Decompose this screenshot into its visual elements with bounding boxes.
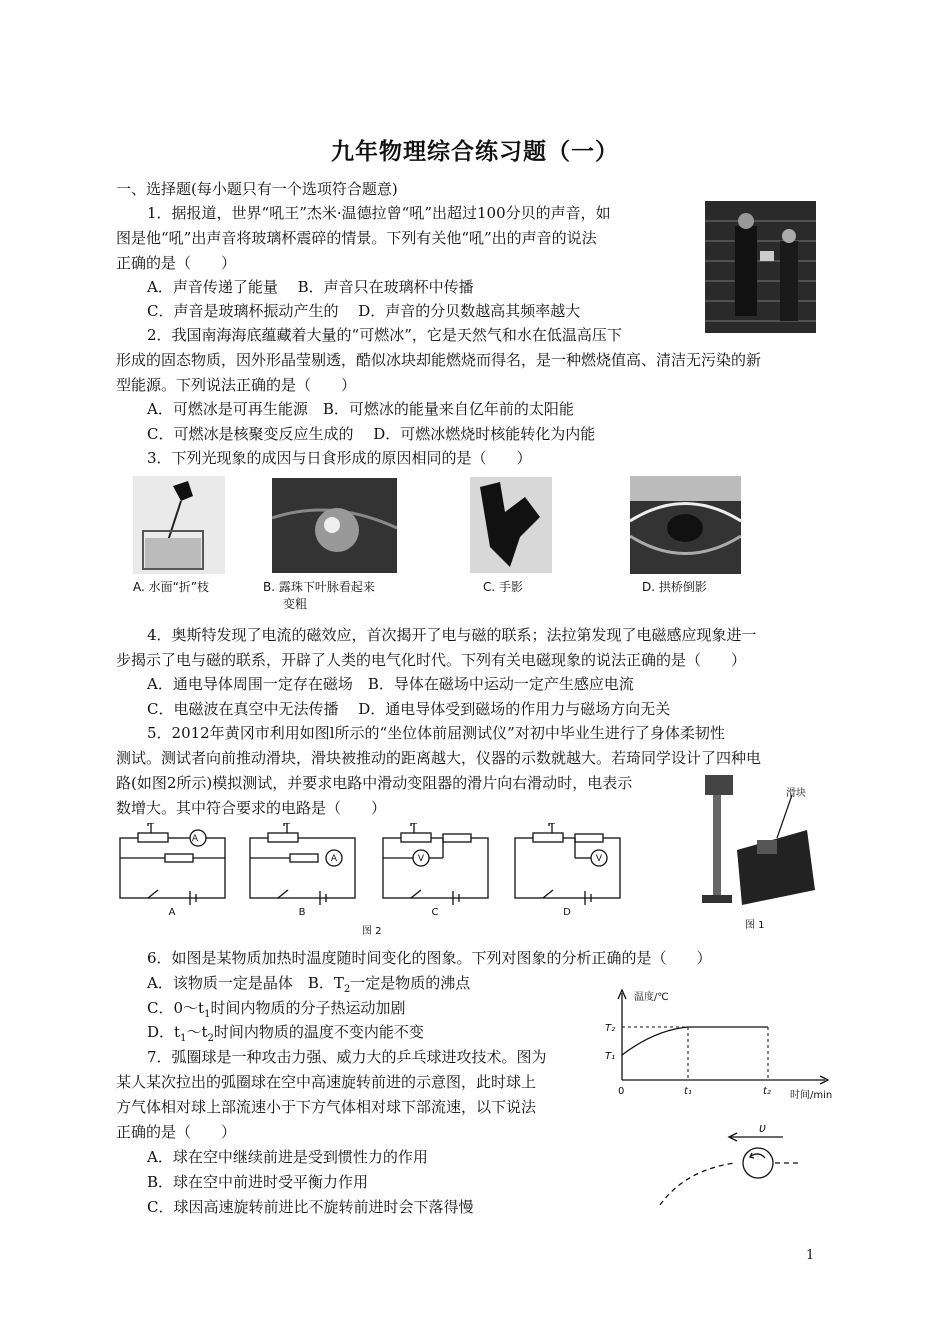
circuit-a-ammeter: A <box>191 834 199 844</box>
q5-line-1: 5．2012年黄冈市利用如图l所示的“坐位体前屈测试仪”对初中毕业生进行了身体柔韧性 <box>147 724 725 742</box>
q7-line-2: 某人某次拉出的弧圈球在空中高速旋转前进的示意图，此时球上 <box>116 1073 537 1091</box>
q2-line-3: 型能源。下列说法正确的是（ ） <box>116 376 357 394</box>
circuit-label-c: C <box>431 907 439 918</box>
q1-photo <box>705 201 816 333</box>
q7-option-c: C．球因高速旋转前进比不旋转前进时会下落得慢 <box>147 1198 474 1216</box>
graph-origin: 0 <box>618 1086 625 1097</box>
q3-line: 3．下列光现象的成因与日食形成的原因相同的是（ ） <box>147 449 532 467</box>
q7-option-b: B．球在空中前进时受平衡力作用 <box>147 1173 369 1191</box>
q7-line-4: 正确的是（ ） <box>116 1123 237 1141</box>
q5-line-4: 数增大。其中符合要求的电路是（ ） <box>116 799 387 817</box>
q1-options-cd: C．声音是玻璃杯振动产生的 D．声音的分贝数越高其频率越大 <box>147 302 581 320</box>
q7-velocity-label: υ <box>759 1121 766 1135</box>
q7-ball-diagram <box>655 1115 805 1215</box>
q5-fig1-label: 图 1 <box>745 920 765 931</box>
q2-options-cd: C．可燃冰是核聚变反应生成的 D．可燃冰燃烧时核能转化为内能 <box>147 425 596 443</box>
q1-line-2: 图是他“吼”出声音将玻璃杯震碎的情景。下列有关他“吼”出的声音的说法 <box>116 229 597 247</box>
page-title: 九年物理综合练习题（一） <box>331 138 619 165</box>
q4-line-2: 步揭示了电与磁的联系，开辟了人类的电气化时代。下列有关电磁现象的说法正确的是（ ） <box>116 651 747 669</box>
q3-photo-c <box>470 477 552 573</box>
q3-photo-d <box>630 476 741 574</box>
q5-circuit-diagrams <box>115 823 635 933</box>
q3-caption-d: D. 拱桥倒影 <box>642 580 707 594</box>
q3-caption-a: A. 水面“折”枝 <box>133 580 210 594</box>
q4-options-ab: A．通电导体周围一定存在磁场 B．导体在磁场中运动一定产生感应电流 <box>147 675 634 693</box>
q5-line-3: 路(如图2所示)模拟测试，并要求电路中滑动变阻器的滑片向右滑动时，电表示 <box>116 774 633 792</box>
q4-options-cd: C．电磁波在真空中无法传播 D．通电导体受到磁场的作用力与磁场方向无关 <box>147 700 671 718</box>
q3-caption-c: C. 手影 <box>483 580 524 594</box>
graph-tick-t2: t₂ <box>763 1086 771 1097</box>
circuit-d-voltmeter: V <box>595 854 603 864</box>
q1-options-ab: A．声音传递了能量 B．声音只在玻璃杯中传播 <box>147 278 474 296</box>
section-heading: 一、选择题(每小题只有一个选项符合题意) <box>116 180 398 198</box>
circuit-c-voltmeter: V <box>417 854 425 864</box>
circuit-label-d: D <box>563 907 571 918</box>
q7-line-3: 方气体相对球上部流速小于下方气体相对球下部流速，以下说法 <box>116 1098 537 1116</box>
circuit-d <box>515 823 620 905</box>
q1-line-1: 1．据报道，世界“吼王”杰米·温德拉曾“吼”出超过100分贝的声音，如 <box>147 204 611 222</box>
q3-caption-b-2: 变粗 <box>283 597 308 611</box>
circuit-b <box>250 823 355 905</box>
q6-option-c: C．$0\sim t_1$时间内物质的分子热运动加剧 <box>147 999 406 1020</box>
page-number: 1 <box>806 1248 815 1263</box>
q2-options-ab: A．可燃冰是可再生能源 B．可燃冰的能量来自亿年前的太阳能 <box>147 400 574 418</box>
circuit-c <box>383 823 488 905</box>
graph-xlabel: 时间/min <box>790 1090 833 1101</box>
q4-line-1: 4．奥斯特发现了电流的磁效应，首次揭开了电与磁的联系；法拉第发现了电磁感应现象进一 <box>147 626 757 644</box>
graph-t1-label: T₁ <box>605 1051 616 1062</box>
circuit-label-b: B <box>298 907 306 918</box>
graph-ylabel: 温度/℃ <box>634 992 669 1003</box>
q6-line: 6．如图是某物质加热时温度随时间变化的图象。下列对图象的分析正确的是（ ） <box>147 949 712 967</box>
q2-line-2: 形成的固态物质，因外形晶莹剔透，酷似冰块却能燃烧而得名，是一种燃烧值高、清洁无污染的新 <box>116 351 762 369</box>
q6-option-ab: A．该物质一定是晶体 B．$T_2$一定是物质的沸点 <box>147 974 471 995</box>
graph-t2-label: T₂ <box>605 1023 616 1034</box>
graph-tick-t1: t₁ <box>684 1086 692 1097</box>
q3-photo-b <box>272 478 397 573</box>
q3-photo-a <box>133 476 225 574</box>
circuit-a <box>120 823 225 905</box>
q5-line-2: 测试。测试者向前推动滑块，滑块被推动的距离越大，仪器的示数就越大。若琦同学设计了四种电 <box>116 749 762 767</box>
q5-fig2-label: 图 2 <box>362 926 382 937</box>
q6-option-d: D．$t_1\sim t_2$时间内物质的温度不变内能不变 <box>147 1023 424 1044</box>
q2-line-1: 2．我国南海海底蕴藏着大量的“可燃冰”，它是天然气和水在低温高压下 <box>147 326 622 344</box>
q7-option-a: A．球在空中继续前进是受到惯性力的作用 <box>147 1148 428 1166</box>
q6-temperature-graph <box>600 985 850 1105</box>
q7-line-1: 7．弧圈球是一种攻击力强、威力大的乒乓球进攻技术。图为 <box>147 1048 547 1066</box>
q1-line-3: 正确的是（ ） <box>116 254 237 272</box>
circuit-b-ammeter: A <box>330 854 338 864</box>
q3-caption-b: B. 露珠下叶脉看起来 <box>263 580 375 594</box>
q5-slider-label: 滑块 <box>786 788 806 799</box>
circuit-label-a: A <box>168 907 176 918</box>
